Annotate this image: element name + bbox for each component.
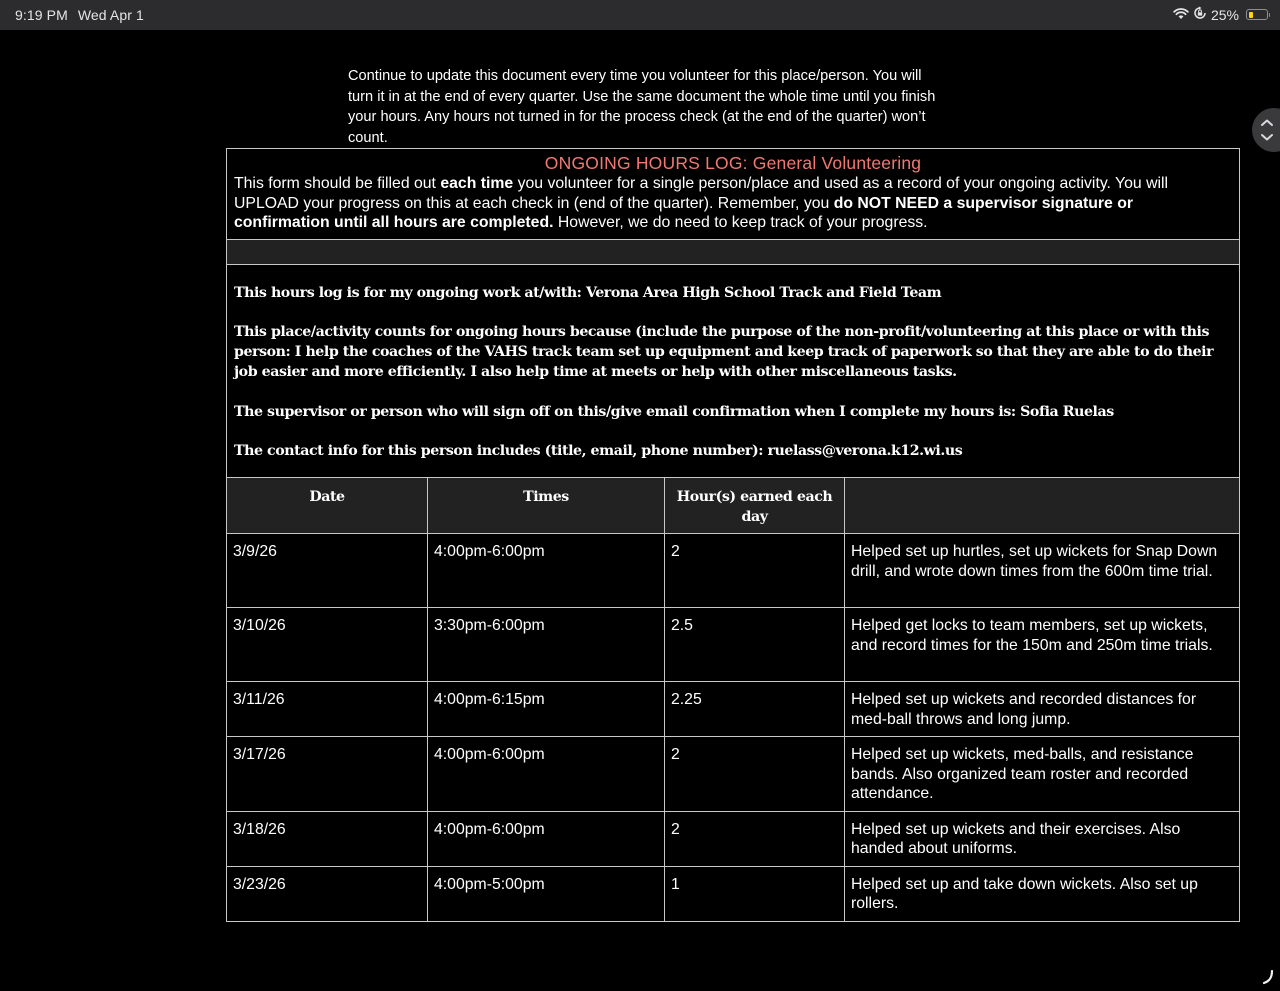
log-title: ONGOING HOURS LOG: General Volunteering xyxy=(544,153,922,173)
description-cell[interactable]: Helped set up wickets and recorded distances for med-ball throws and long jump. xyxy=(845,682,1240,737)
times-cell[interactable]: 4:00pm-6:15pm xyxy=(428,682,665,737)
status-time: 9:19 PM xyxy=(15,7,68,23)
spacer-cell xyxy=(227,239,1240,264)
status-bar xyxy=(0,0,1280,30)
resize-corner-icon xyxy=(1258,968,1276,986)
table-row xyxy=(227,737,1240,812)
hours-cell[interactable]: 2.5 xyxy=(665,608,845,682)
column-header-row xyxy=(227,478,1240,534)
description-cell[interactable]: Helped set up wickets and their exercises. Also handed about uniforms. xyxy=(845,811,1240,866)
spacer-row xyxy=(227,239,1240,264)
instructions-part-1: This form should be filled out xyxy=(234,175,441,192)
contact-statement: The contact info for this person includes (title, email, phone number): ruelass@verona.k12.wi.us xyxy=(234,443,963,459)
status-date: Wed Apr 1 xyxy=(77,7,144,23)
instructions-part-2: you volunteer for a single person/place and used as a record of your ongoing activity. You will UPLOAD your progress on this at each check in (end of the quarter). Remember, you xyxy=(234,175,1169,212)
description-cell[interactable]: Helped set up wickets, med-balls, and resistance bands. Also organized team roster and recorded attendance. xyxy=(845,737,1240,812)
hours-cell[interactable]: 2.25 xyxy=(665,682,845,737)
hours-cell[interactable]: 2 xyxy=(665,737,845,812)
date-cell[interactable]: 3/18/26 xyxy=(227,811,428,866)
info-cell[interactable] xyxy=(227,264,1240,478)
status-left xyxy=(15,7,144,23)
table-row xyxy=(227,534,1240,608)
header-cell xyxy=(227,149,1240,240)
column-header-hours: Hour(s) earned each day xyxy=(665,478,845,534)
battery-icon xyxy=(1246,9,1268,20)
instructions-bold-2: do NOT NEED a supervisor signature or confirmation until all hours are completed. xyxy=(234,194,1134,231)
description-cell[interactable]: Helped set up hurtles, set up wickets for Snap Down drill, and wrote down times from the 600m time trial. xyxy=(845,534,1240,608)
date-cell[interactable]: 3/10/26 xyxy=(227,608,428,682)
description-cell[interactable]: Helped get locks to team members, set up wickets, and record times for the 150m and 250m time trials. xyxy=(845,608,1240,682)
instructions-part-3: However, we do need to keep track of your progress. xyxy=(553,214,928,231)
work-at-statement: This hours log is for my ongoing work at/with: Verona Area High School Track and Field Team xyxy=(234,284,942,301)
table-row xyxy=(227,811,1240,866)
table-row xyxy=(227,682,1240,737)
wifi-icon xyxy=(1173,7,1189,23)
hours-cell[interactable]: 2 xyxy=(665,534,845,608)
description-cell[interactable]: Helped set up and take down wickets. Also set up rollers. xyxy=(845,866,1240,921)
hours-cell[interactable]: 2 xyxy=(665,811,845,866)
times-cell[interactable]: 3:30pm-6:00pm xyxy=(428,608,665,682)
times-cell[interactable]: 4:00pm-5:00pm xyxy=(428,866,665,921)
page-scroll-button[interactable] xyxy=(1252,108,1280,152)
date-cell[interactable]: 3/11/26 xyxy=(227,682,428,737)
column-header-description xyxy=(845,478,1240,534)
status-right xyxy=(1173,6,1268,23)
column-header-times: Times xyxy=(428,478,665,534)
table-row xyxy=(227,866,1240,921)
date-cell[interactable]: 3/17/26 xyxy=(227,737,428,812)
chevron-up-down-icon xyxy=(1260,118,1274,142)
date-cell[interactable]: 3/9/26 xyxy=(227,534,428,608)
hours-log-table xyxy=(226,148,1240,922)
battery-percent: 25% xyxy=(1210,6,1239,23)
instructions-bold-1: each time xyxy=(440,175,514,192)
supervisor-statement: The supervisor or person who will sign off on this/give email confirmation when I complete my hours is: Sofia Ruelas xyxy=(234,403,1114,420)
orientation-lock-icon xyxy=(1193,6,1207,23)
hours-cell[interactable]: 1 xyxy=(665,866,845,921)
intro-text: Continue to update this document every time you volunteer for this place/person. You will turn it in at the end of every quarter. Use the same document the whole time until you finish your hours. Any hours not turned in for the process check (at the end of the quarter) won’t count. xyxy=(348,68,936,146)
column-header-date: Date xyxy=(227,478,428,534)
instructions-text xyxy=(234,174,1232,233)
battery-fill xyxy=(1249,12,1253,18)
date-cell[interactable]: 3/23/26 xyxy=(227,866,428,921)
times-cell[interactable]: 4:00pm-6:00pm xyxy=(428,737,665,812)
times-cell[interactable]: 4:00pm-6:00pm xyxy=(428,811,665,866)
resize-handle[interactable] xyxy=(1258,968,1276,991)
header-row xyxy=(227,149,1240,240)
purpose-statement: This place/activity counts for ongoing hours because (include the purpose of the non-profit/volunteering at this place or with this person: I help the coaches of the VAHS track team set up equipment and keep track of paperwork so that they are able to do their job easier and more efficiently. I also help time at meets or help with other miscellaneous tasks. xyxy=(234,324,1214,380)
document-page xyxy=(0,30,1280,960)
table-row xyxy=(227,608,1240,682)
info-row xyxy=(227,264,1240,478)
times-cell[interactable]: 4:00pm-6:00pm xyxy=(428,534,665,608)
